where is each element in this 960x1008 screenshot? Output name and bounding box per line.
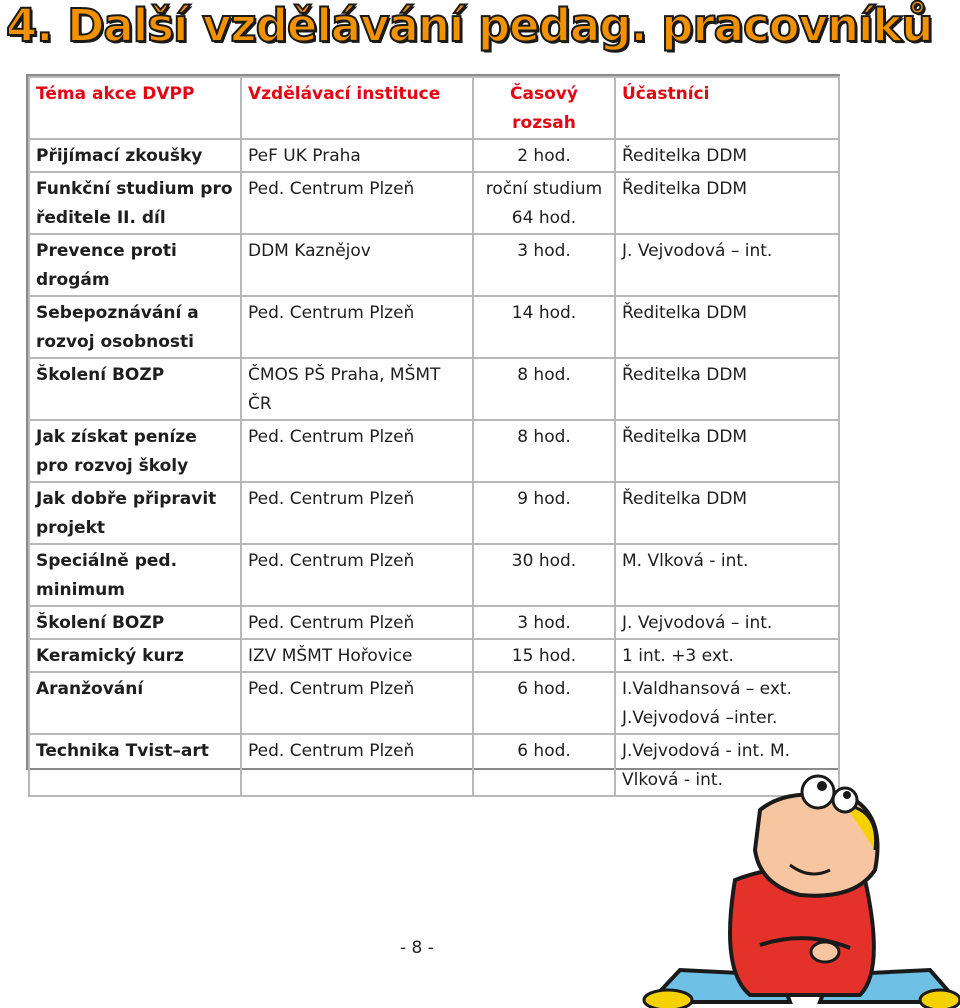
page-title: 4. Další vzdělávání pedag. pracovníků	[6, 0, 933, 52]
duration-cell: 6 hod.	[473, 734, 615, 796]
participants-cell: Ředitelka DDM	[615, 172, 839, 234]
table-row	[29, 544, 839, 606]
table-row	[29, 606, 839, 639]
table-row	[29, 234, 839, 296]
institution-cell: Ped. Centrum Plzeň	[241, 420, 473, 482]
participants-cell: M. Vlková - int.	[615, 544, 839, 606]
participants-cell: Ředitelka DDM	[615, 358, 839, 420]
topic-cell: Jak získat peníze pro rozvoj školy	[29, 420, 241, 482]
table-row	[29, 296, 839, 358]
institution-cell: Ped. Centrum Plzeň	[241, 734, 473, 796]
participants-cell: Ředitelka DDM	[615, 482, 839, 544]
participants-cell: J. Vejvodová – int.	[615, 234, 839, 296]
topic-cell: Přijímací zkoušky	[29, 139, 241, 172]
participants-cell: Ředitelka DDM	[615, 420, 839, 482]
table-row	[29, 482, 839, 544]
duration-cell: 8 hod.	[473, 358, 615, 420]
duration-cell: 15 hod.	[473, 639, 615, 672]
institution-cell: Ped. Centrum Plzeň	[241, 296, 473, 358]
table-row	[29, 639, 839, 672]
header-duration: Časový rozsah	[473, 77, 615, 139]
duration-cell: 30 hod.	[473, 544, 615, 606]
cartoon-character-illustration	[640, 770, 960, 1008]
dvpp-table	[28, 76, 840, 797]
institution-cell: Ped. Centrum Plzeň	[241, 544, 473, 606]
institution-cell: Ped. Centrum Plzeň	[241, 172, 473, 234]
topic-cell: Jak dobře připravit projekt	[29, 482, 241, 544]
duration-cell: 3 hod.	[473, 234, 615, 296]
topic-cell: Aranžování	[29, 672, 241, 734]
table-row	[29, 139, 839, 172]
table-row	[29, 358, 839, 420]
participants-cell: J.Vejvodová - int. M. Vlková - int.	[615, 734, 839, 796]
institution-cell: Ped. Centrum Plzeň	[241, 672, 473, 734]
table-row	[29, 172, 839, 234]
institution-cell: PeF UK Praha	[241, 139, 473, 172]
table-row	[29, 672, 839, 734]
header-participants: Účastníci	[615, 77, 839, 139]
topic-cell: Sebepoznávání a rozvoj osobnosti	[29, 296, 241, 358]
participants-cell: J. Vejvodová – int.	[615, 606, 839, 639]
participants-cell: Ředitelka DDM	[615, 296, 839, 358]
duration-cell: 14 hod.	[473, 296, 615, 358]
topic-cell: Školení BOZP	[29, 606, 241, 639]
duration-cell: 2 hod.	[473, 139, 615, 172]
institution-cell: Ped. Centrum Plzeň	[241, 606, 473, 639]
duration-cell: 3 hod.	[473, 606, 615, 639]
duration-cell: roční studium 64 hod.	[473, 172, 615, 234]
table-row	[29, 420, 839, 482]
topic-cell: Prevence proti drogám	[29, 234, 241, 296]
topic-cell: Technika Tvist–art	[29, 734, 241, 796]
topic-cell: Školení BOZP	[29, 358, 241, 420]
table-header-row	[29, 77, 839, 139]
institution-cell: ČMOS PŠ Praha, MŠMT ČR	[241, 358, 473, 420]
header-topic: Téma akce DVPP	[29, 77, 241, 139]
page-number: - 8 -	[400, 938, 434, 958]
topic-cell: Funkční studium pro ředitele II. díl	[29, 172, 241, 234]
participants-cell: 1 int. +3 ext.	[615, 639, 839, 672]
duration-cell: 6 hod.	[473, 672, 615, 734]
dvpp-table-container	[26, 74, 840, 790]
topic-cell: Keramický kurz	[29, 639, 241, 672]
institution-cell: Ped. Centrum Plzeň	[241, 482, 473, 544]
duration-cell: 9 hod.	[473, 482, 615, 544]
topic-cell: Speciálně ped. minimum	[29, 544, 241, 606]
institution-cell: IZV MŠMT Hořovice	[241, 639, 473, 672]
header-institution: Vzdělávací instituce	[241, 77, 473, 139]
institution-cell: DDM Kaznějov	[241, 234, 473, 296]
duration-cell: 8 hod.	[473, 420, 615, 482]
participants-cell: I.Valdhansová – ext. J.Vejvodová –inter.	[615, 672, 839, 734]
participants-cell: Ředitelka DDM	[615, 139, 839, 172]
